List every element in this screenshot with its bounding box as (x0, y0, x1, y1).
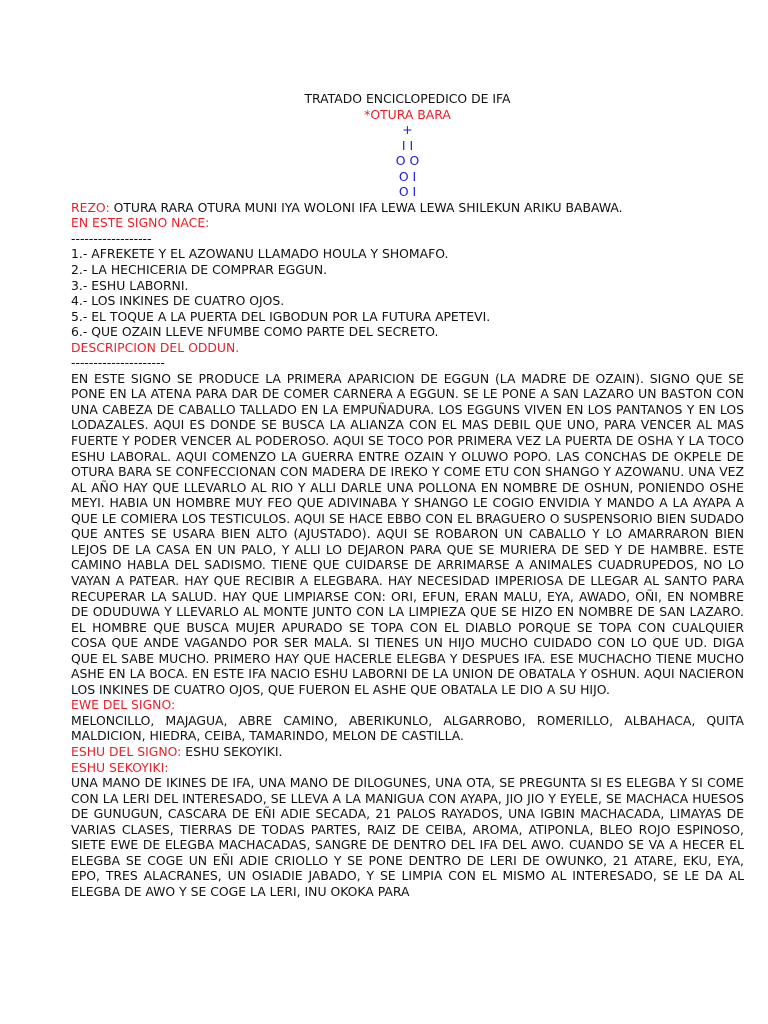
rezo-label: REZO: (71, 199, 110, 215)
figure-row: I I (401, 137, 414, 153)
eshu-value: ESHU SEKOYIKI. (181, 743, 283, 759)
figure-row: O I (398, 168, 417, 184)
nace-rule: ------------------ (71, 230, 152, 246)
ewe-text: MELONCILLO, MAJAGUA, ABRE CAMINO, ABERIKUNLO, ALGARROBO, ROMERILLO, ALBAHACA, QUITA MALDICION, HIEDRA, CEIBA, TAMARINDO, MELON DE CASTILLA. (71, 712, 744, 744)
ewe-heading: EWE DEL SIGNO: (71, 697, 176, 713)
rezo-text: OTURA RARA OTURA MUNI IYA WOLONI IFA LEWA LEWA SHILEKUN ARIKU BABAWA. (109, 199, 623, 215)
descripcion-heading: DESCRIPCION DEL ODDUN. (71, 339, 240, 355)
figure-row: O I (398, 184, 417, 200)
oddun-name: *OTURA BARA (364, 106, 451, 122)
list-item: 2.- LA HECHICERIA DE COMPRAR EGGUN. (71, 262, 328, 278)
nace-heading: EN ESTE SIGNO NACE: (71, 215, 210, 231)
eshu-label: ESHU DEL SIGNO: (71, 743, 182, 759)
rezo-line (71, 200, 744, 216)
document-page (71, 91, 744, 899)
sekoyiki-text: UNA MANO DE IKINES DE IFA, UNA MANO DE DILOGUNES, UNA OTA, SE PREGUNTA SI ES ELEGBA Y SI COME CON LA LERI DEL INTERESADO, SE LLEVA A LA MANIGUA CON AYAPA, JIO JIO Y EYELE, SE MACHACA HUESOS DE GUNUGUN, CASCARA DE EÑI ADIE SECADA, 21 PALOS RAYADOS, UNA IGBIN MACHACADA, LIMAYAS DE VARIAS CLASES, TIERRAS DE TODAS PARTES, RAIZ DE CEIBA, AROMA, ATIPONLA, BLEO ROJO ESPINOSO, SIETE EWE DE ELEGBA MACHACADAS, SANGRE DE DENTRO DEL IFA DEL AWO. CUANDO SE VA A HECER EL ELEGBA SE COGE UN EÑI ADIE CRIOLLO Y SE PONE DENTRO DE LERI DE OWUNKO, 21 ATARE, EKU, EYA, EPO, TRES ALACRANES, UN OSIADIE JABADO, Y SE LIMPIA CON EL MISMO AL INTERESADO, SE LE DA AL ELEGBA DE AWO Y SE COGE LA LERI, INU OKOKA PARA (71, 775, 744, 899)
document-title: TRATADO ENCICLOPEDICO DE IFA (304, 91, 511, 106)
figure-row: + (402, 122, 413, 138)
list-item: 4.- LOS INKINES DE CUATRO OJOS. (71, 293, 285, 309)
sekoyiki-heading: ESHU SEKOYIKI: (71, 759, 169, 775)
descripcion-rule: --------------------- (71, 355, 165, 371)
nace-list (71, 246, 744, 339)
list-item: 6.- QUE OZAIN LLEVE NFUMBE COMO PARTE DEL SECRETO. (71, 324, 439, 340)
descripcion-text: EN ESTE SIGNO SE PRODUCE LA PRIMERA APARICION DE EGGUN (LA MADRE DE OZAIN). SIGNO QUE SE PONE EN LA ATENA PARA DAR DE COMER CARNERA A EGGUN. SE LE PONE A SAN LAZARO UN BASTON CON UNA CABEZA DE CABALLO TALLADO EN LA EMPUÑADURA. LOS EGGUNS VIVEN EN LOS PANTANOS Y EN LOS LODAZALES. AQUI ES DONDE SE BUSCA LA ALIANZA CON EL MAS DEBIL QUE UNO, PARA VENCER AL MAS FUERTE Y PODER VENCER AL PODEROSO. AQUI SE TOCO POR PRIMERA VEZ LA PUERTA DE OSHA Y LA TOCO ESHU LABORAL. AQUI COMENZO LA GUERRA ENTRE OZAIN Y OLUWO POPO. LAS CONCHAS DE OKPELE DE OTURA BARA SE CONFECCIONAN CON MADERA DE IREKO Y COME ETU CON SHANGO Y AZOWANU. UNA VEZ AL AÑO HAY QUE LLEVARLO AL RIO Y ALLI DARLE UNA POLLONA EN NOMBRE DE OSHUN, PONIENDO OSHE MEYI. HABIA UN HOMBRE MUY FEO QUE ADIVINABA Y SHANGO LE COGIO ENVIDIA Y MANDO A LA AYAPA A QUE LE COMIERA LOS TESTICULOS. AQUI SE HACE EBBO CON EL BRAGUERO O SUSPENSORIO BIEN SUDADO QUE ANTES SE USARA BIEN ALTO (AJUSTADO). AQUI SE ROBARON UN CABALLO Y LO AMARRARON BIEN LEJOS DE LA CASA EN UN PALO, Y ALLI LO DEJARON PARA QUE SE MURIERA DE SED Y DE HAMBRE. ESTE CAMINO HABLA DEL SADISMO. TIENE QUE CUIDARSE DE ARRIMARSE A ANIMALES CUADRUPEDOS, NO LO VAYAN A PATEAR. HAY QUE RECIBIR A ELEGBARA. HAY NECESIDAD IMPERIOSA DE LLEGAR AL SANTO PARA RECUPERAR LA SALUD. HAY QUE LIMPIARSE CON: ORI, EFUN, ERAN MALU, EYA, AWADO, OÑI, EN NOMBRE DE ODUDUWA Y LLEVARLO AL MONTE JUNTO CON LA LIMPIEZA QUE SE HIZO EN NOMBRE DE SAN LAZARO. EL HOMBRE QUE BUSCA MUJER APURADO SE TOPA CON EL DIABLO PORQUE SE TOPA CON CUALQUIER COSA QUE ANDE VAGANDO POR SER MALA. SI TIENES UN HIJO MUCHO CUIDADO CON LO QUE UD. DIGA QUE EL SABE MUCHO. PRIMERO HAY QUE HACERLE ELEGBA Y DESPUES IFA. ESE MUCHACHO TIENE MUCHO ASHE EN LA BOCA. EN ESTE IFA NACIO ESHU LABORNI DE LA UNION DE OBATALA Y OSHUN. AQUI NACIERON LOS INKINES DE CUATRO OJOS, QUE FUERON EL ASHE QUE OBATALA LE DIO A SU HIJO. (71, 370, 744, 697)
eshu-line (71, 744, 744, 760)
list-item: 3.- ESHU LABORNI. (71, 277, 189, 293)
figure-row: O O (395, 153, 420, 169)
list-item: 1.- AFREKETE Y EL AZOWANU LLAMADO HOULA Y SHOMAFO. (71, 246, 449, 262)
oddun-figure (71, 122, 744, 200)
list-item: 5.- EL TOQUE A LA PUERTA DEL IGBODUN POR LA FUTURA APETEVI. (71, 308, 491, 324)
